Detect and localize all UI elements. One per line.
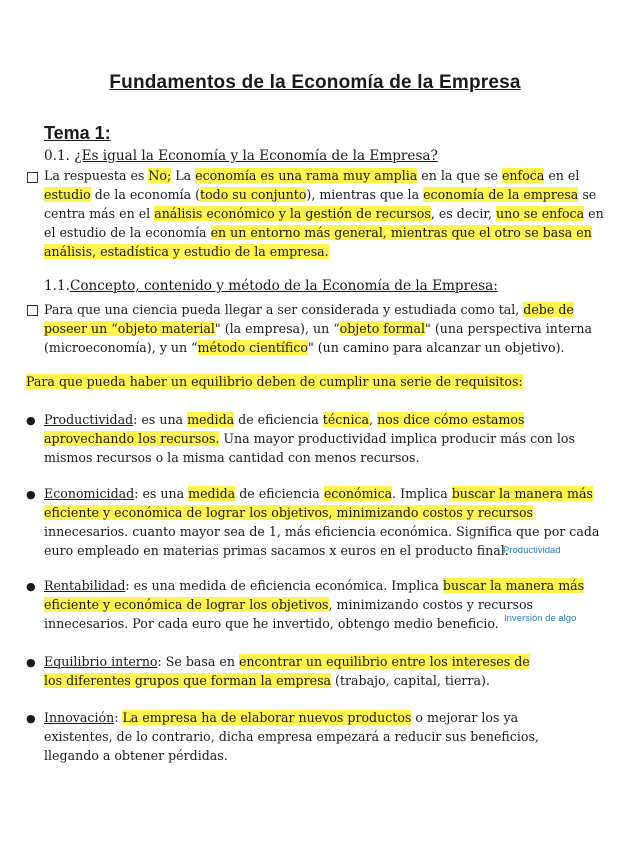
text-line: La respuesta es No; La economía es una rama muy amplia en la que se enfoca en el: [44, 168, 580, 183]
text-line: Rentabilidad: es una medida de eficiencia económica. Implica buscar la manera más: [44, 578, 585, 593]
subheading-1-1: [44, 278, 498, 294]
subheading-0-1: [44, 148, 438, 164]
text-line: mismos recursos o la misma cantidad con menos recursos.: [44, 450, 420, 465]
text-line: aprovechando los recursos. Una mayor productividad implica producir más con los: [44, 431, 575, 446]
text-line: Innovación: La empresa ha de elaborar nuevos productos o mejorar los ya: [44, 710, 519, 725]
text-line: poseer un “objeto material" (la empresa), un “objeto formal" (una perspectiva interna: [44, 321, 593, 336]
subheading-number: 0.1.: [44, 148, 70, 164]
margin-note-productividad: Productividad: [503, 545, 561, 556]
text-line: eficiente y económica de lograr los objetivos, minimizando costos y recursos: [44, 597, 533, 612]
bullet-icon: ●: [26, 712, 36, 725]
checkbox-icon: [27, 305, 38, 316]
text-line: innecesarios. Por cada euro que he invertido, obtengo medio beneficio.: [44, 616, 499, 631]
margin-note-inversion: Inversión de algo: [504, 613, 577, 624]
subheading-text: ¿Es igual la Economía y la Economía de la Empresa?: [74, 148, 438, 164]
bullet-icon: ●: [26, 414, 36, 427]
text-line: llegando a obtener pérdidas.: [44, 748, 228, 763]
bullet-rentabilidad: [44, 576, 585, 633]
subheading-text: Concepto, contenido y método de la Economía de la Empresa:: [69, 278, 498, 294]
bullet-icon: ●: [26, 580, 36, 593]
text-line: Economicidad: es una medida de eficiencia económica. Implica buscar la manera más: [44, 486, 593, 501]
bullet-economicidad: [44, 484, 600, 560]
bullet-icon: ●: [26, 488, 36, 501]
text-line: eficiente y económica de lograr los objetivos, minimizando costos y recursos: [44, 505, 533, 520]
text-line: innecesarios. cuanto mayor sea de 1, más eficiencia económica. Significa que por cada: [44, 524, 600, 539]
text-line: Para que una ciencia pueda llegar a ser considerada y estudiada como tal, debe de: [44, 302, 574, 317]
text-line: Productividad: es una medida de eficiencia técnica, nos dice cómo estamos: [44, 412, 525, 427]
text-line: euro empleado en materias primas sacamos x euros en el producto final.: [44, 543, 509, 558]
text-line: el estudio de la economía en un entorno más general, mientras que el otro se basa en: [44, 225, 592, 240]
document-title: Fundamentos de la Economía de la Empresa: [109, 72, 521, 93]
bullet-productividad: [44, 410, 575, 467]
section-heading-tema: Tema 1:: [44, 123, 111, 143]
text-line: análisis, estadística y estudio de la empresa.: [44, 244, 329, 259]
paragraph-concepto: [44, 300, 593, 357]
text-line: los diferentes grupos que forman la empresa (trabajo, capital, tierra).: [44, 673, 490, 688]
bullet-icon: ●: [26, 656, 36, 669]
bullet-innovacion: [44, 708, 554, 765]
checkbox-icon: [27, 172, 38, 183]
text-line: centra más en el análisis económico y la gestión de recursos, es decir, uno se enfoca en: [44, 206, 604, 221]
text-line: (microeconomía), y un “método científico" (un camino para alcanzar un objetivo).: [44, 340, 565, 355]
subheading-number: 1.1.: [44, 278, 70, 294]
text-line: estudio de la economía (todo su conjunto), mientras que la economía de la empresa se: [44, 187, 597, 202]
bullet-equilibrio-interno: [44, 652, 554, 690]
text-line: Equilibrio interno: Se basa en encontrar un equilibrio entre los intereses de: [44, 654, 530, 669]
paragraph-respuesta: [44, 166, 604, 261]
requisitos-intro: Para que pueda haber un equilibrio deben de cumplir una serie de requisitos:: [26, 374, 523, 389]
text-line: existentes, de lo contrario, dicha empresa empezará a reducir sus beneficios,: [44, 729, 539, 744]
